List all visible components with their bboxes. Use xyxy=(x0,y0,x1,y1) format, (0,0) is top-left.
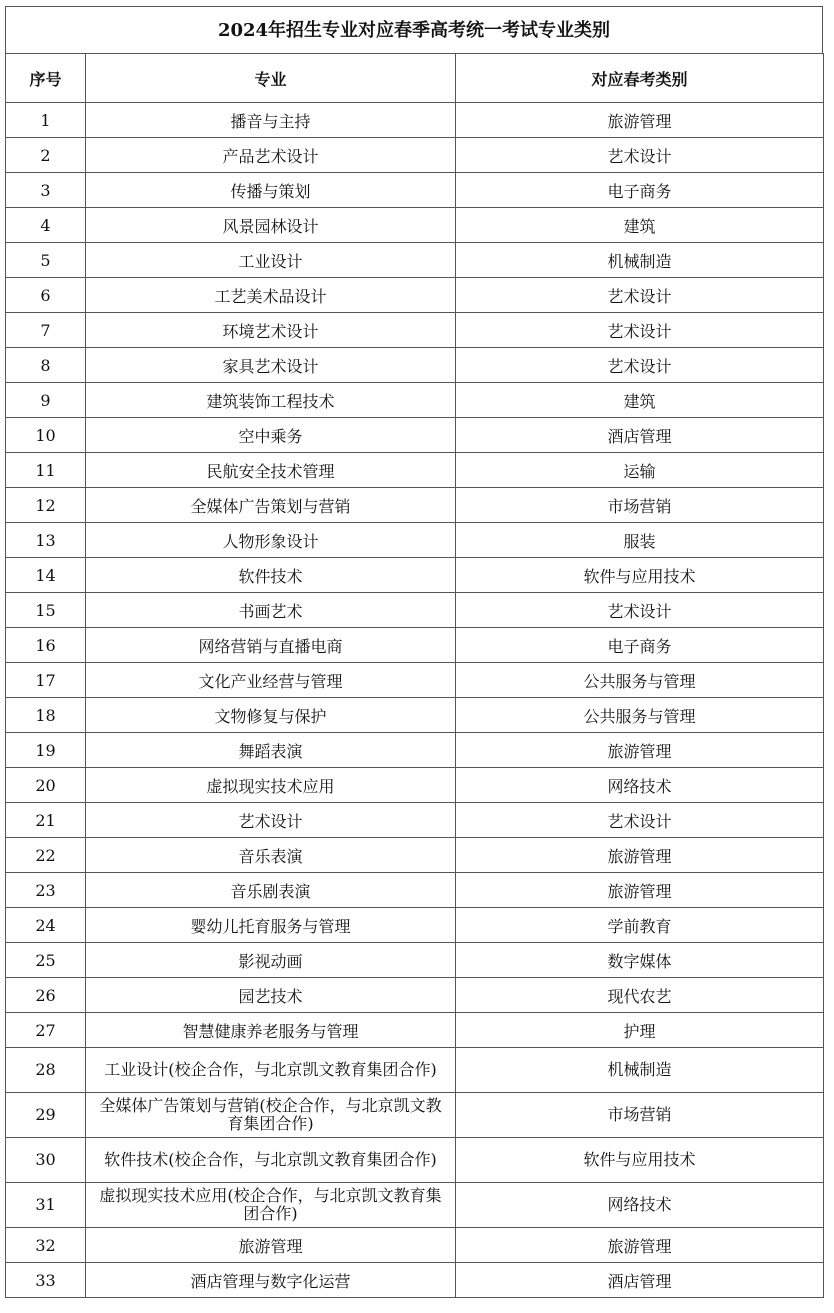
cell-category: 机械制造 xyxy=(456,1048,824,1093)
cell-major-text: 虚拟现实技术应用 xyxy=(206,776,335,796)
cell-major-text: 智慧健康养老服务与管理 xyxy=(182,1021,359,1041)
table-row xyxy=(6,348,824,383)
header-no: 序号 xyxy=(6,54,86,103)
cell-major-text: 文物修复与保护 xyxy=(214,706,327,726)
cell-major xyxy=(86,1228,456,1263)
cell-category: 公共服务与管理 xyxy=(456,663,824,698)
cell-no: 23 xyxy=(6,873,86,908)
cell-major-text: 产品艺术设计 xyxy=(222,146,319,166)
cell-major-text: 影视动画 xyxy=(238,951,303,971)
cell-major-text: 文化产业经营与管理 xyxy=(198,671,343,691)
cell-major xyxy=(86,733,456,768)
table-row xyxy=(6,488,824,523)
cell-major-text: 网络营销与直播电商 xyxy=(198,636,343,656)
cell-major xyxy=(86,698,456,733)
cell-category: 运输 xyxy=(456,453,824,488)
cell-category: 电子商务 xyxy=(456,628,824,663)
header-major: 专业 xyxy=(86,54,456,103)
cell-category: 建筑 xyxy=(456,383,824,418)
cell-no: 28 xyxy=(6,1048,86,1093)
table-row xyxy=(6,418,824,453)
table-row xyxy=(6,593,824,628)
cell-major-text: 空中乘务 xyxy=(238,426,303,446)
cell-category: 电子商务 xyxy=(456,173,824,208)
cell-no: 7 xyxy=(6,313,86,348)
table-row xyxy=(6,873,824,908)
cell-major-text: 虚拟现实技术应用(校企合作，与北京凯文教育集团合作) xyxy=(99,1186,442,1223)
cell-major-text: 舞蹈表演 xyxy=(238,741,303,761)
cell-category: 数字媒体 xyxy=(456,943,824,978)
cell-category: 艺术设计 xyxy=(456,348,824,383)
cell-category: 艺术设计 xyxy=(456,138,824,173)
cell-no: 18 xyxy=(6,698,86,733)
cell-no: 13 xyxy=(6,523,86,558)
cell-no: 6 xyxy=(6,278,86,313)
cell-no: 2 xyxy=(6,138,86,173)
cell-major xyxy=(86,558,456,593)
cell-no: 22 xyxy=(6,838,86,873)
cell-major xyxy=(86,838,456,873)
table-body xyxy=(6,103,824,1298)
cell-major-text: 音乐剧表演 xyxy=(230,881,311,901)
cell-no: 27 xyxy=(6,1013,86,1048)
table-row xyxy=(6,663,824,698)
table-row xyxy=(6,838,824,873)
cell-no: 11 xyxy=(6,453,86,488)
cell-no: 15 xyxy=(6,593,86,628)
cell-major xyxy=(86,1048,456,1093)
cell-category: 网络技术 xyxy=(456,1183,824,1228)
cell-major-text: 软件技术(校企合作，与北京凯文教育集团合作) xyxy=(104,1150,437,1169)
cell-no: 3 xyxy=(6,173,86,208)
table-row xyxy=(6,768,824,803)
cell-category: 旅游管理 xyxy=(456,1228,824,1263)
cell-major xyxy=(86,873,456,908)
table-row xyxy=(6,1013,824,1048)
cell-category: 艺术设计 xyxy=(456,313,824,348)
table-row xyxy=(6,803,824,838)
cell-major-text: 艺术设计 xyxy=(238,811,303,831)
cell-category: 服装 xyxy=(456,523,824,558)
table-row xyxy=(6,628,824,663)
table-row xyxy=(6,523,824,558)
table-row xyxy=(6,558,824,593)
cell-category: 旅游管理 xyxy=(456,733,824,768)
cell-no: 19 xyxy=(6,733,86,768)
cell-major xyxy=(86,523,456,558)
table-row xyxy=(6,1138,824,1183)
table-title: 2024年招生专业对应春季高考统一考试专业类别 xyxy=(5,6,823,53)
table-row xyxy=(6,908,824,943)
cell-major xyxy=(86,593,456,628)
table-row xyxy=(6,208,824,243)
cell-major-text: 建筑装饰工程技术 xyxy=(206,391,335,411)
header-category: 对应春考类别 xyxy=(456,54,824,103)
table-row xyxy=(6,453,824,488)
cell-no: 31 xyxy=(6,1183,86,1228)
cell-category: 学前教育 xyxy=(456,908,824,943)
table-row xyxy=(6,173,824,208)
cell-major-text: 书画艺术 xyxy=(238,601,303,621)
cell-major xyxy=(86,243,456,278)
cell-major xyxy=(86,1138,456,1183)
table-row xyxy=(6,978,824,1013)
cell-major xyxy=(86,138,456,173)
cell-category: 市场营销 xyxy=(456,1093,824,1138)
cell-major-text: 旅游管理 xyxy=(238,1236,303,1256)
table-row xyxy=(6,103,824,138)
cell-major-text: 民航安全技术管理 xyxy=(206,461,335,481)
cell-no: 20 xyxy=(6,768,86,803)
cell-no: 16 xyxy=(6,628,86,663)
cell-major-text: 工业设计(校企合作，与北京凯文教育集团合作) xyxy=(104,1060,437,1079)
cell-no: 33 xyxy=(6,1263,86,1298)
cell-major xyxy=(86,173,456,208)
cell-no: 29 xyxy=(6,1093,86,1138)
cell-no: 8 xyxy=(6,348,86,383)
cell-major xyxy=(86,1263,456,1298)
cell-category: 艺术设计 xyxy=(456,278,824,313)
table-row xyxy=(6,383,824,418)
cell-major-text: 全媒体广告策划与营销 xyxy=(190,496,351,516)
cell-major-text: 工艺美术品设计 xyxy=(214,286,327,306)
cell-major xyxy=(86,488,456,523)
cell-major-text: 酒店管理与数字化运营 xyxy=(190,1271,351,1291)
table-row xyxy=(6,733,824,768)
cell-major-text: 家具艺术设计 xyxy=(222,356,319,376)
cell-major xyxy=(86,278,456,313)
major-table-sheet xyxy=(5,6,823,1298)
cell-no: 17 xyxy=(6,663,86,698)
table-row xyxy=(6,1183,824,1228)
cell-category: 软件与应用技术 xyxy=(456,558,824,593)
cell-category: 软件与应用技术 xyxy=(456,1138,824,1183)
cell-major-text: 工业设计 xyxy=(238,251,303,271)
cell-no: 14 xyxy=(6,558,86,593)
cell-major xyxy=(86,383,456,418)
table-row xyxy=(6,1093,824,1138)
major-table xyxy=(5,53,824,1298)
table-row xyxy=(6,313,824,348)
cell-no: 26 xyxy=(6,978,86,1013)
cell-category: 护理 xyxy=(456,1013,824,1048)
cell-category: 建筑 xyxy=(456,208,824,243)
cell-major xyxy=(86,803,456,838)
cell-category: 艺术设计 xyxy=(456,593,824,628)
cell-major xyxy=(86,453,456,488)
cell-major xyxy=(86,313,456,348)
cell-no: 1 xyxy=(6,103,86,138)
table-row xyxy=(6,1228,824,1263)
header-row xyxy=(6,54,824,103)
cell-category: 公共服务与管理 xyxy=(456,698,824,733)
cell-major xyxy=(86,103,456,138)
cell-no: 4 xyxy=(6,208,86,243)
cell-major-text: 风景园林设计 xyxy=(222,216,319,236)
cell-no: 32 xyxy=(6,1228,86,1263)
table-row xyxy=(6,243,824,278)
table-row xyxy=(6,1048,824,1093)
cell-major xyxy=(86,768,456,803)
cell-major xyxy=(86,978,456,1013)
cell-major xyxy=(86,908,456,943)
cell-major-text: 人物形象设计 xyxy=(222,531,319,551)
cell-major xyxy=(86,663,456,698)
cell-category: 旅游管理 xyxy=(456,873,824,908)
cell-category: 市场营销 xyxy=(456,488,824,523)
cell-category: 旅游管理 xyxy=(456,838,824,873)
cell-category: 酒店管理 xyxy=(456,1263,824,1298)
cell-major xyxy=(86,418,456,453)
table-row xyxy=(6,698,824,733)
table-row xyxy=(6,138,824,173)
cell-no: 21 xyxy=(6,803,86,838)
cell-major xyxy=(86,628,456,663)
cell-major-text: 婴幼儿托育服务与管理 xyxy=(190,916,351,936)
cell-no: 25 xyxy=(6,943,86,978)
cell-major xyxy=(86,208,456,243)
table-row xyxy=(6,943,824,978)
cell-no: 24 xyxy=(6,908,86,943)
cell-major xyxy=(86,1093,456,1138)
cell-major-text: 传播与策划 xyxy=(230,181,311,201)
cell-category: 艺术设计 xyxy=(456,803,824,838)
cell-major-text: 播音与主持 xyxy=(230,111,311,131)
cell-major xyxy=(86,943,456,978)
cell-major-text: 音乐表演 xyxy=(238,846,303,866)
cell-major xyxy=(86,1013,456,1048)
cell-major-text: 全媒体广告策划与营销(校企合作，与北京凯文教育集团合作) xyxy=(99,1096,442,1133)
cell-no: 9 xyxy=(6,383,86,418)
cell-category: 旅游管理 xyxy=(456,103,824,138)
cell-category: 网络技术 xyxy=(456,768,824,803)
cell-category: 酒店管理 xyxy=(456,418,824,453)
cell-major-text: 环境艺术设计 xyxy=(222,321,319,341)
cell-no: 30 xyxy=(6,1138,86,1183)
cell-major xyxy=(86,1183,456,1228)
table-row xyxy=(6,1263,824,1298)
cell-no: 5 xyxy=(6,243,86,278)
table-row xyxy=(6,278,824,313)
cell-no: 12 xyxy=(6,488,86,523)
cell-category: 机械制造 xyxy=(456,243,824,278)
cell-major xyxy=(86,348,456,383)
cell-category: 现代农艺 xyxy=(456,978,824,1013)
cell-major-text: 园艺技术 xyxy=(238,986,303,1006)
cell-no: 10 xyxy=(6,418,86,453)
cell-major-text: 软件技术 xyxy=(238,566,303,586)
